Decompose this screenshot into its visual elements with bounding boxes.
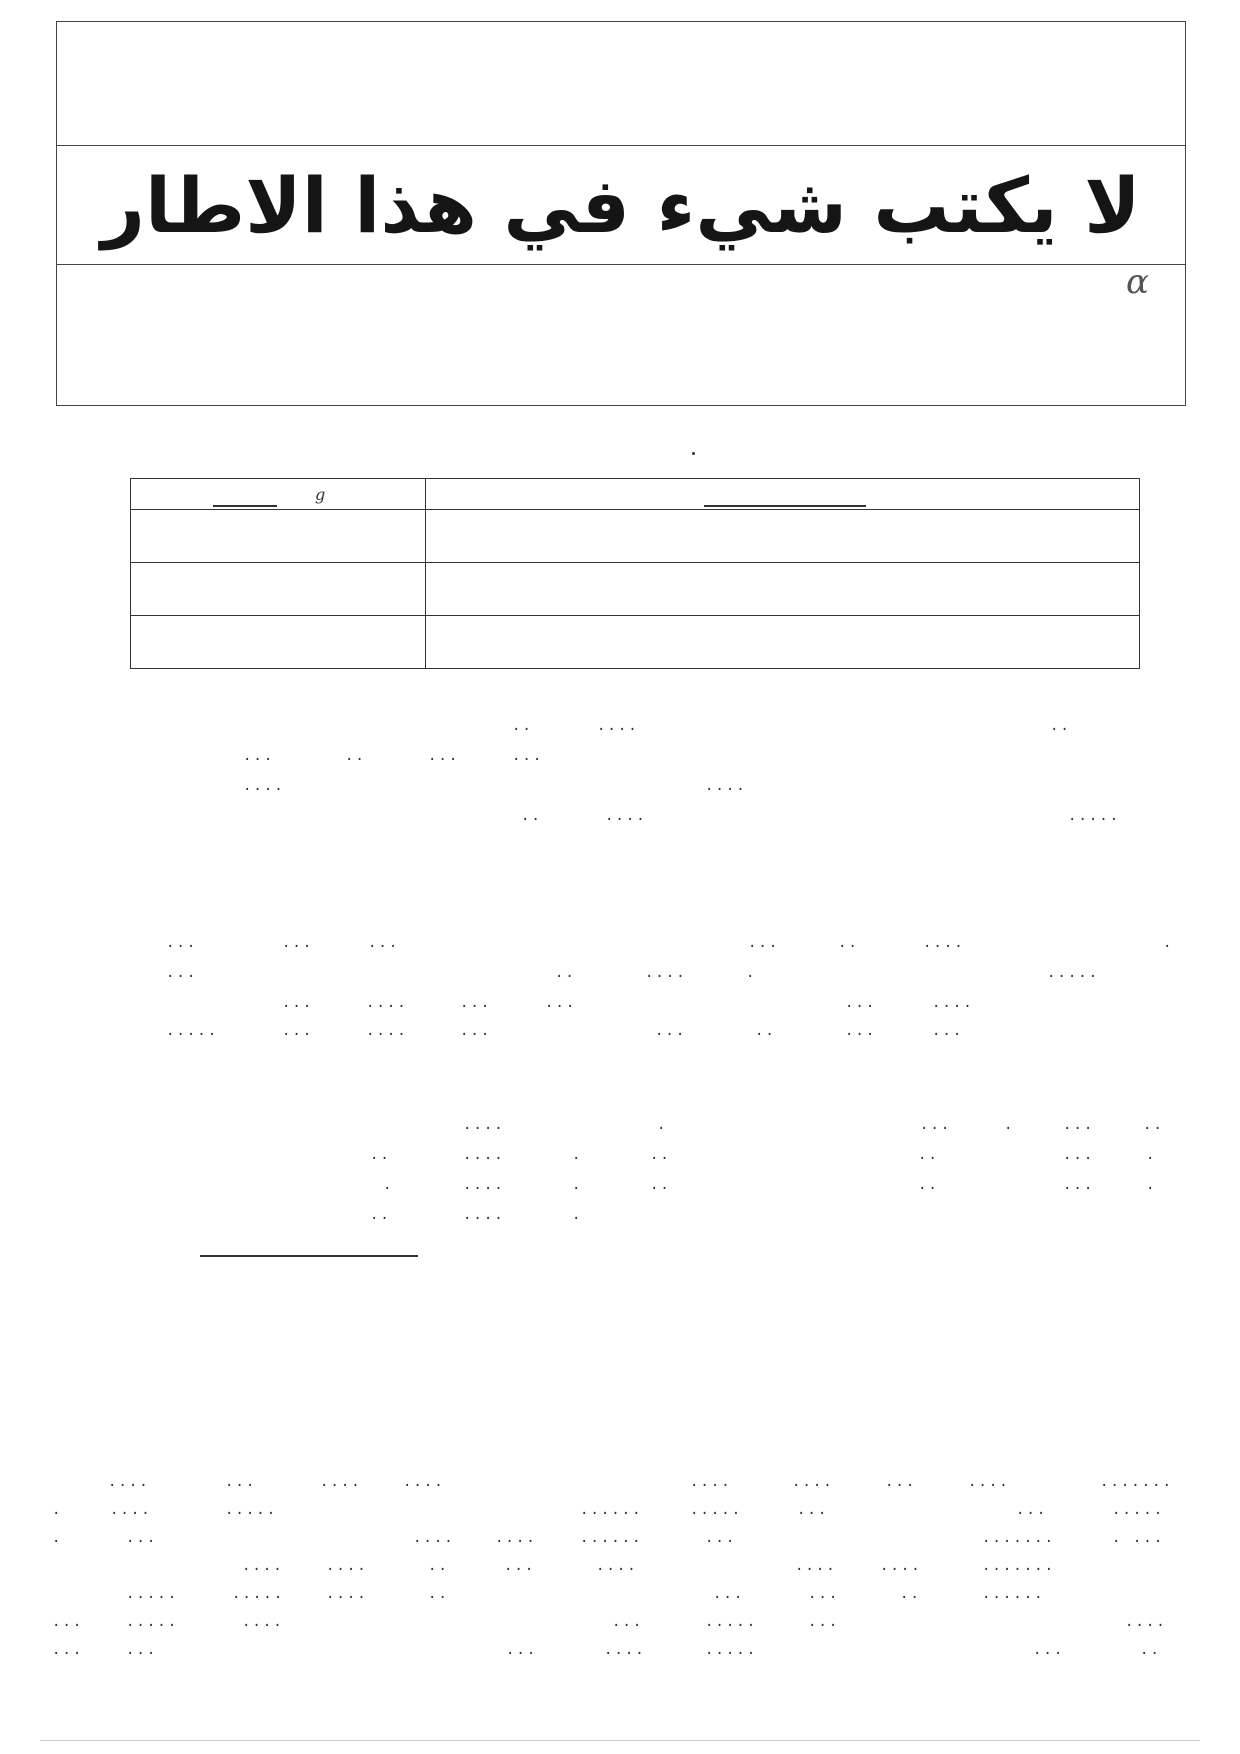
dot-group: ..... (705, 1614, 758, 1630)
table-cell[interactable] (426, 510, 1140, 563)
dot-group: .... (968, 1474, 1010, 1490)
dot-group: .... (463, 1207, 505, 1223)
dot-group: .... (243, 778, 285, 794)
dot-row (0, 778, 1240, 798)
dot-group: .... (923, 935, 965, 951)
dot-group: ... (126, 1530, 158, 1546)
dot-row (0, 1586, 1240, 1606)
dot-group: .. (345, 748, 366, 764)
dot-group: ..... (126, 1586, 179, 1602)
dot-group: ..... (1068, 808, 1121, 824)
dot-group: ... (705, 1530, 737, 1546)
dot-group: .... (242, 1614, 284, 1630)
dot-group: .... (366, 1023, 408, 1039)
dot-row (0, 1023, 1240, 1043)
dot-group: .... (413, 1530, 455, 1546)
dot-group: ..... (1112, 1502, 1165, 1518)
dot-group: .... (326, 1586, 368, 1602)
dot-group: .. (370, 1207, 391, 1223)
dot-group: . (52, 1502, 63, 1518)
dot-group: ... (1063, 1177, 1095, 1193)
dot-group: ... (166, 965, 198, 981)
dot-group: .... (320, 1474, 362, 1490)
dot-group: .... (645, 965, 687, 981)
dot-group: . (52, 1530, 63, 1546)
dot-group: .. (650, 1147, 671, 1163)
table-header-cell-right (426, 479, 1140, 510)
dot-row (0, 1207, 1240, 1227)
dot-group: ... (1016, 1502, 1048, 1518)
dot-group: ....... (1100, 1474, 1174, 1490)
dot-group: . (572, 1147, 583, 1163)
dot-group: . (1146, 1177, 1157, 1193)
dot-row (0, 748, 1240, 768)
dot-group: .. (838, 935, 859, 951)
dot-group: ...... (580, 1530, 643, 1546)
dot-row (0, 1558, 1240, 1578)
table-cell[interactable] (426, 616, 1140, 669)
dot-group: ... (282, 935, 314, 951)
dot-group: ... (460, 1023, 492, 1039)
warning-text: لا يكتب شيء في هذا الاطار (101, 160, 1141, 250)
dot-group: ... (1063, 1147, 1095, 1163)
dot-group: .... (326, 1558, 368, 1574)
dot-group: ....... (982, 1558, 1056, 1574)
dot-group: ..... (705, 1642, 758, 1658)
dot-group: .. (370, 1147, 391, 1163)
dot-group: . (746, 965, 757, 981)
dot-group: ... (282, 1023, 314, 1039)
grade-table (130, 478, 1140, 669)
dot-group: ... (655, 1023, 687, 1039)
dot-group: ... (243, 748, 275, 764)
dot-group: .... (403, 1474, 445, 1490)
dot-group: ..... (1047, 965, 1100, 981)
table-cell[interactable] (131, 616, 426, 669)
dot-group: ... (797, 1502, 829, 1518)
dot-row (0, 718, 1240, 738)
table-cell[interactable] (131, 510, 426, 563)
dot-row (0, 1147, 1240, 1167)
dot-group: .. (428, 1558, 449, 1574)
dot-group: .. (1143, 1117, 1164, 1133)
dot-group: ... (428, 748, 460, 764)
underline-right (704, 505, 866, 507)
table-row (131, 616, 1140, 669)
dot-group: ... (504, 1558, 536, 1574)
table-row (131, 510, 1140, 563)
dot-group: ... (52, 1642, 84, 1658)
dot-group: .. (1050, 718, 1071, 734)
dot-group: ....... (982, 1530, 1056, 1546)
dot-group: .... (495, 1530, 537, 1546)
dot-group: .... (596, 1558, 638, 1574)
dot-group: . (1004, 1117, 1015, 1133)
dot-group: .... (604, 1642, 646, 1658)
dot-group: ... (166, 935, 198, 951)
dot-group: .... (242, 1558, 284, 1574)
stray-dot (692, 452, 695, 455)
dot-group: .... (597, 718, 639, 734)
dot-group: .... (690, 1474, 732, 1490)
dot-group: ..... (232, 1586, 285, 1602)
dot-group: ... (845, 995, 877, 1011)
dot-row (0, 1177, 1240, 1197)
underline-left (213, 505, 277, 507)
dot-group: .. (918, 1177, 939, 1193)
dot-group: ... (808, 1614, 840, 1630)
dot-group: .... (792, 1474, 834, 1490)
table-header-row (131, 479, 1140, 510)
table-row (131, 563, 1140, 616)
dot-group: .. (650, 1177, 671, 1193)
dot-group: ... (612, 1614, 644, 1630)
dot-row (0, 965, 1240, 985)
dot-group: .... (605, 808, 647, 824)
dot-group: .... (463, 1147, 505, 1163)
header-frame (56, 21, 1186, 406)
dot-group: ... (1033, 1642, 1065, 1658)
dot-row (0, 1117, 1240, 1137)
dot-group: ..... (126, 1614, 179, 1630)
dot-group: .... (463, 1177, 505, 1193)
dot-group: ..... (225, 1502, 278, 1518)
dot-group: .... (795, 1558, 837, 1574)
dot-group: ...... (580, 1502, 643, 1518)
dot-group: ... (282, 995, 314, 1011)
table-header-cell-left (131, 479, 426, 510)
dot-group: .. (428, 1586, 449, 1602)
dot-group: .. (521, 808, 542, 824)
dot-group: ... (808, 1586, 840, 1602)
dot-group: .. (555, 965, 576, 981)
underline-mark (200, 1255, 418, 1257)
dot-group: . (657, 1117, 668, 1133)
dot-group: .. (1140, 1642, 1161, 1658)
dot-group: ... (920, 1117, 952, 1133)
dot-group: .... (110, 1502, 152, 1518)
dot-group: .... (705, 778, 747, 794)
dot-group: ... (460, 995, 492, 1011)
dot-group: ... (506, 1642, 538, 1658)
dot-group: .... (463, 1117, 505, 1133)
dot-group: . ... (1112, 1530, 1165, 1546)
dot-group: . (1146, 1147, 1157, 1163)
dot-row (0, 1614, 1240, 1634)
dot-group: ... (545, 995, 577, 1011)
dot-group: ... (368, 935, 400, 951)
dot-row (0, 935, 1240, 955)
table-cell[interactable] (131, 563, 426, 616)
dot-row (0, 1530, 1240, 1550)
dot-row (0, 995, 1240, 1015)
dot-group: ... (885, 1474, 917, 1490)
dot-group: ... (1063, 1117, 1095, 1133)
dot-group: .... (1125, 1614, 1167, 1630)
dot-group: .... (880, 1558, 922, 1574)
header-left-label: g (315, 485, 326, 504)
dot-group: ..... (166, 1023, 219, 1039)
dot-group: ... (126, 1642, 158, 1658)
dot-group: ..... (690, 1502, 743, 1518)
warning-band (57, 145, 1185, 265)
dot-group: .. (918, 1147, 939, 1163)
dot-row (0, 1642, 1240, 1662)
dot-group: . (1163, 935, 1174, 951)
dot-group: ... (845, 1023, 877, 1039)
dot-row (0, 1474, 1240, 1494)
dot-group: .... (932, 995, 974, 1011)
dot-group: ... (713, 1586, 745, 1602)
page-edge-line (40, 1740, 1200, 1741)
dot-group: ... (932, 1023, 964, 1039)
dot-group: ... (748, 935, 780, 951)
table-cell[interactable] (426, 563, 1140, 616)
dot-group: ... (225, 1474, 257, 1490)
dot-group: . (383, 1177, 394, 1193)
corner-mark: α (1126, 262, 1149, 302)
dot-group: .... (366, 995, 408, 1011)
dot-group: .. (900, 1586, 921, 1602)
dot-group: .... (108, 1474, 150, 1490)
dot-group: .. (755, 1023, 776, 1039)
dot-row (0, 1502, 1240, 1522)
dot-row (0, 808, 1240, 828)
dot-group: .. (512, 718, 533, 734)
dot-group: ...... (982, 1586, 1045, 1602)
dot-group: . (572, 1177, 583, 1193)
dot-group: ... (52, 1614, 84, 1630)
dot-group: . (572, 1207, 583, 1223)
dot-group: ... (512, 748, 544, 764)
